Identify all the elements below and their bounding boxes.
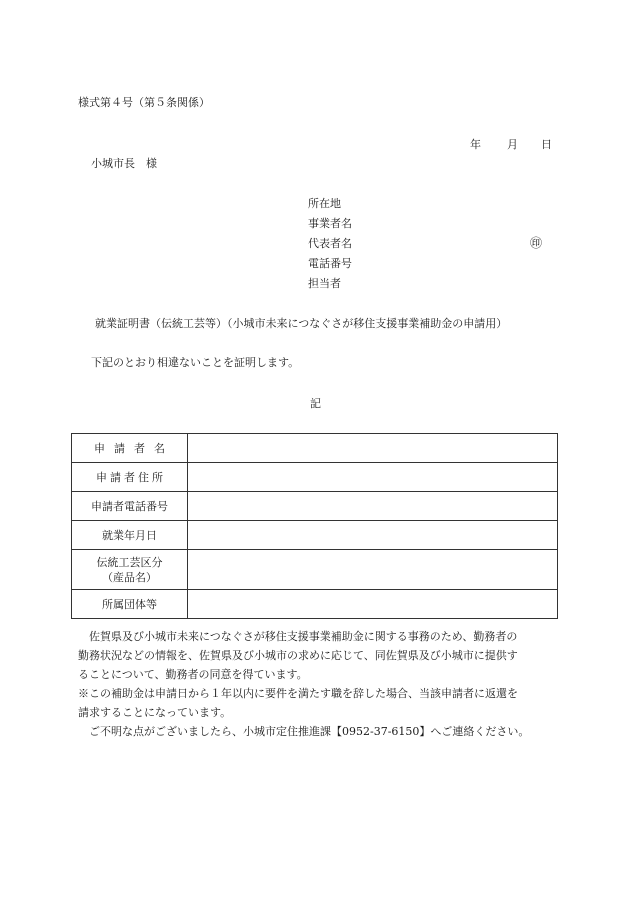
craft-category-value[interactable]	[188, 550, 558, 590]
note-line: 勤務状況などの情報を、佐賀県及び小城市の求めに応じて、同佐賀県及び小城市に提供す	[78, 649, 518, 662]
phone-label: 電話番号	[308, 257, 352, 270]
date-month-label: 月	[507, 138, 518, 151]
employment-date-value[interactable]	[188, 521, 558, 550]
note-line: ることについて、勤務者の同意を得ています。	[78, 668, 308, 681]
ki-heading: 記	[310, 397, 321, 410]
row-label: 所属団体等	[72, 590, 188, 619]
document-title: 就業証明書（伝統工芸等）（小城市未来につなぐさが移住支援事業補助金の申請用）	[95, 317, 508, 330]
organization-value[interactable]	[188, 590, 558, 619]
applicant-name-value[interactable]	[188, 434, 558, 463]
note-line: 請求することになっています。	[78, 706, 232, 719]
date-year-label: 年	[470, 138, 481, 151]
representative-label: 代表者名	[308, 237, 352, 250]
contact-person-label: 担当者	[308, 277, 341, 290]
table-row	[72, 463, 558, 492]
date-day-label: 日	[541, 138, 552, 151]
table-row	[72, 550, 558, 590]
applicant-block	[308, 198, 352, 298]
row-label: 就業年月日	[72, 521, 188, 550]
certification-statement: 下記のとおり相違ないことを証明します。	[91, 356, 300, 369]
table-row	[72, 590, 558, 619]
table-row	[72, 521, 558, 550]
contact-note: ご不明な点がございましたら、小城市定住推進課【0952-37-6150】へご連絡ください。	[78, 725, 530, 738]
addressee: 小城市長 様	[91, 157, 157, 170]
table-row	[72, 492, 558, 521]
row-label: 申請者電話番号	[72, 492, 188, 521]
note-line: 佐賀県及び小城市未来につなぐさが移住支援事業補助金に関する事務のため、勤務者の	[78, 630, 518, 643]
address-label: 所在地	[308, 197, 341, 210]
row-label: 申請者名	[72, 434, 188, 463]
form-number: 様式第４号（第５条関係）	[78, 96, 210, 109]
seal-mark: ㊞	[530, 236, 543, 250]
row-label: 申請者住所	[72, 463, 188, 492]
table-row	[72, 434, 558, 463]
applicant-phone-value[interactable]	[188, 492, 558, 521]
row-label: 伝統工芸区分 （産品名）	[72, 550, 188, 590]
note-line: ※この補助金は申請日から１年以内に要件を満たす職を辞した場合、当該申請者に返還を	[78, 687, 518, 700]
company-name-label: 事業者名	[308, 217, 352, 230]
applicant-address-value[interactable]	[188, 463, 558, 492]
certificate-table	[71, 433, 558, 619]
notes-section	[78, 627, 558, 741]
row-sublabel: （産品名）	[102, 570, 157, 584]
